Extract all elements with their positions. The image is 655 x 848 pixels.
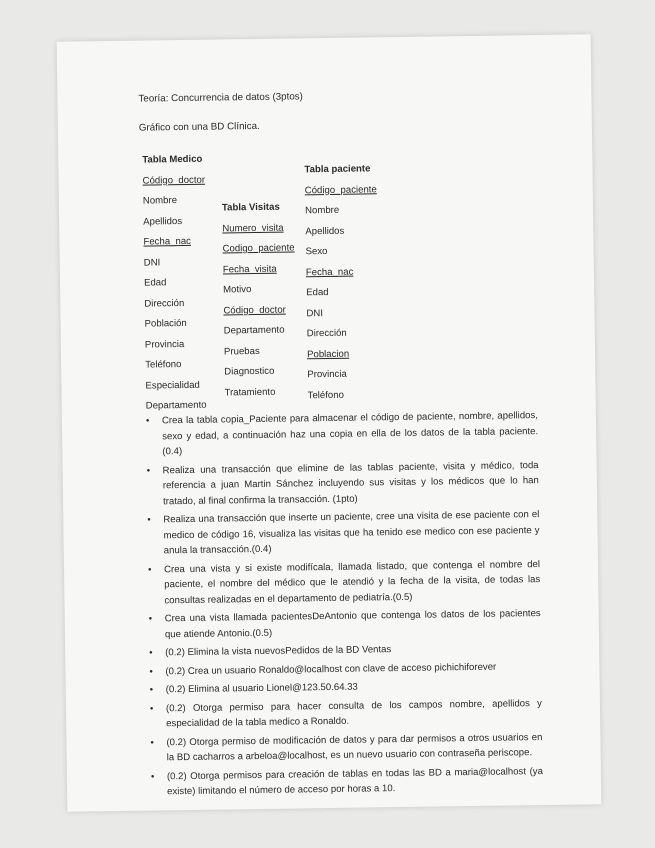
task-text: Crea una vista llamada pacientesDeAntonio que contenga los datos de los pacientes que atiende Antonio.(0.5) xyxy=(164,608,541,640)
tabla-paciente-field: Teléfono xyxy=(307,389,344,401)
task-item xyxy=(146,659,541,680)
tabla-paciente-field: Provincia xyxy=(307,368,347,381)
tabla-paciente-field: Apellidos xyxy=(305,225,345,237)
task-item xyxy=(146,606,541,643)
task-item xyxy=(147,730,542,767)
tabla-visitas-field: Codigo_paciente xyxy=(222,242,295,255)
tabla-paciente-field: DNI xyxy=(306,307,324,319)
tabla-medico-field: Fecha_nac xyxy=(143,235,191,248)
tabla-visitas-title: Tabla Visitas xyxy=(221,201,280,214)
tabla-medico-field: Población xyxy=(144,317,187,330)
bullet-icon: • xyxy=(149,665,153,678)
tabla-paciente-field: Fecha_nac xyxy=(305,266,354,278)
bullet-icon: • xyxy=(149,684,154,696)
task-list xyxy=(143,408,543,800)
document-page xyxy=(57,34,602,811)
tabla-medico-field: Departamento xyxy=(145,399,207,412)
task-item xyxy=(144,507,540,559)
tabla-paciente-field: Sexo xyxy=(305,246,328,258)
tabla-medico-field: Código_doctor xyxy=(142,174,206,187)
tabla-medico-field: DNI xyxy=(143,256,161,269)
task-text: Crea la tabla copia_Paciente para almacenar el código de paciente, nombre, apellidos, sexo y edad, a continuación haz una copia en ella de los datos de la tabla paciente. (0.4) xyxy=(161,410,539,458)
document-content xyxy=(138,87,543,803)
task-text: (0.2) Crea un usuario Ronaldo@localhost con clave de acceso pichichiforever xyxy=(165,661,497,677)
bullet-icon: • xyxy=(147,563,152,576)
task-text: (0.2) Otorga permiso de modificación de datos y para dar permisos a otros usuarios en la BD cacharros a arbeloa@localhost, es un nuevo usuario con contraseña periscope. xyxy=(166,731,543,764)
task-text: Crea una vista y si existe modifícala, llamada listado, que contenga el nombre del paciente, el nombre del médico que le atendió y la fecha de la visita, de todas las consultas realizadas en el departamento de pediatría.(0.5) xyxy=(163,558,541,606)
bullet-icon: • xyxy=(147,514,151,526)
task-text: (0.2) Elimina al usuario Lionel@123.50.64.33 xyxy=(165,681,358,696)
task-item xyxy=(145,557,541,609)
tabla-paciente xyxy=(304,159,379,406)
tabla-medico-field: Nombre xyxy=(142,195,178,207)
bullet-icon: • xyxy=(149,647,153,659)
tabla-medico-field: Edad xyxy=(143,277,167,289)
tabla-visitas-field: Departamento xyxy=(223,324,285,337)
tabla-paciente-title: Tabla paciente xyxy=(304,163,371,176)
tabla-visitas-field: Diagnostico xyxy=(224,365,275,378)
bullet-icon: • xyxy=(149,702,154,715)
task-item xyxy=(146,640,541,661)
tabla-visitas-field: Pruebas xyxy=(223,345,260,357)
tabla-medico-field: Teléfono xyxy=(145,359,182,371)
tabla-medico-field: Dirección xyxy=(144,297,185,310)
tabla-visitas-field: Código_doctor xyxy=(223,304,286,316)
task-item xyxy=(147,677,542,698)
tabla-visitas-field: Motivo xyxy=(223,284,252,296)
task-text: Realiza una transacción que elimine de las tablas paciente, visita y médico, toda referencia a juan Martin Sánchez incluyendo sus visitas y los médicos que lo han tratado, al final confirma la transacción. (1pto) xyxy=(162,459,539,507)
tabla-medico-field: Apellidos xyxy=(143,215,183,228)
tabla-visitas-field: Numero_visita xyxy=(222,222,284,234)
tabla-visitas xyxy=(222,197,297,403)
task-item xyxy=(143,408,539,460)
task-item xyxy=(144,458,540,510)
tabla-medico xyxy=(142,150,208,417)
tabla-medico-title: Tabla Medico xyxy=(142,153,203,166)
tabla-paciente-field: Dirección xyxy=(306,327,347,340)
bullet-icon: • xyxy=(150,770,155,783)
database-diagram xyxy=(139,145,538,412)
bullet-icon: • xyxy=(150,736,154,749)
bullet-icon: • xyxy=(145,415,150,427)
task-item xyxy=(148,764,543,801)
task-text: (0.2) Otorga permisos para creación de tablas en todas las BD a maria@localhost (ya existe) limitando el número de acceso por horas a 10. xyxy=(166,765,543,798)
task-text: Realiza una transacción que inserte un paciente, cree una visita de ese paciente con el medico de código 16, visualiza las visitas que ha tenido ese medico con ese paciente y anula la transacción.(0.4) xyxy=(163,509,540,557)
tabla-visitas-field: Tratamiento xyxy=(224,386,276,398)
task-text: (0.2) Otorga permiso para hacer consulta de los campos nombre, apellidos y especialidad de la tabla medico a Ronaldo. xyxy=(165,697,543,730)
tabla-paciente-field: Edad xyxy=(306,286,329,299)
exam-title: Teoría: Concurrencia de datos (3ptos) xyxy=(138,91,303,105)
bullet-icon: • xyxy=(146,465,151,477)
tabla-paciente-field: Nombre xyxy=(304,204,340,217)
tabla-paciente-field: Código_paciente xyxy=(304,183,377,196)
task-item xyxy=(147,696,542,733)
bullet-icon: • xyxy=(148,613,153,625)
tabla-medico-field: Especialidad xyxy=(145,379,200,392)
exam-subtitle: Gráfico con una BD Clínica. xyxy=(138,120,260,134)
tabla-visitas-field: Fecha_visita xyxy=(222,263,277,275)
task-text: (0.2) Elimina la vista nuevosPedidos de la BD Ventas xyxy=(165,644,392,659)
tabla-medico-field: Provincia xyxy=(144,338,185,351)
tabla-paciente-field: Poblacion xyxy=(306,348,350,360)
